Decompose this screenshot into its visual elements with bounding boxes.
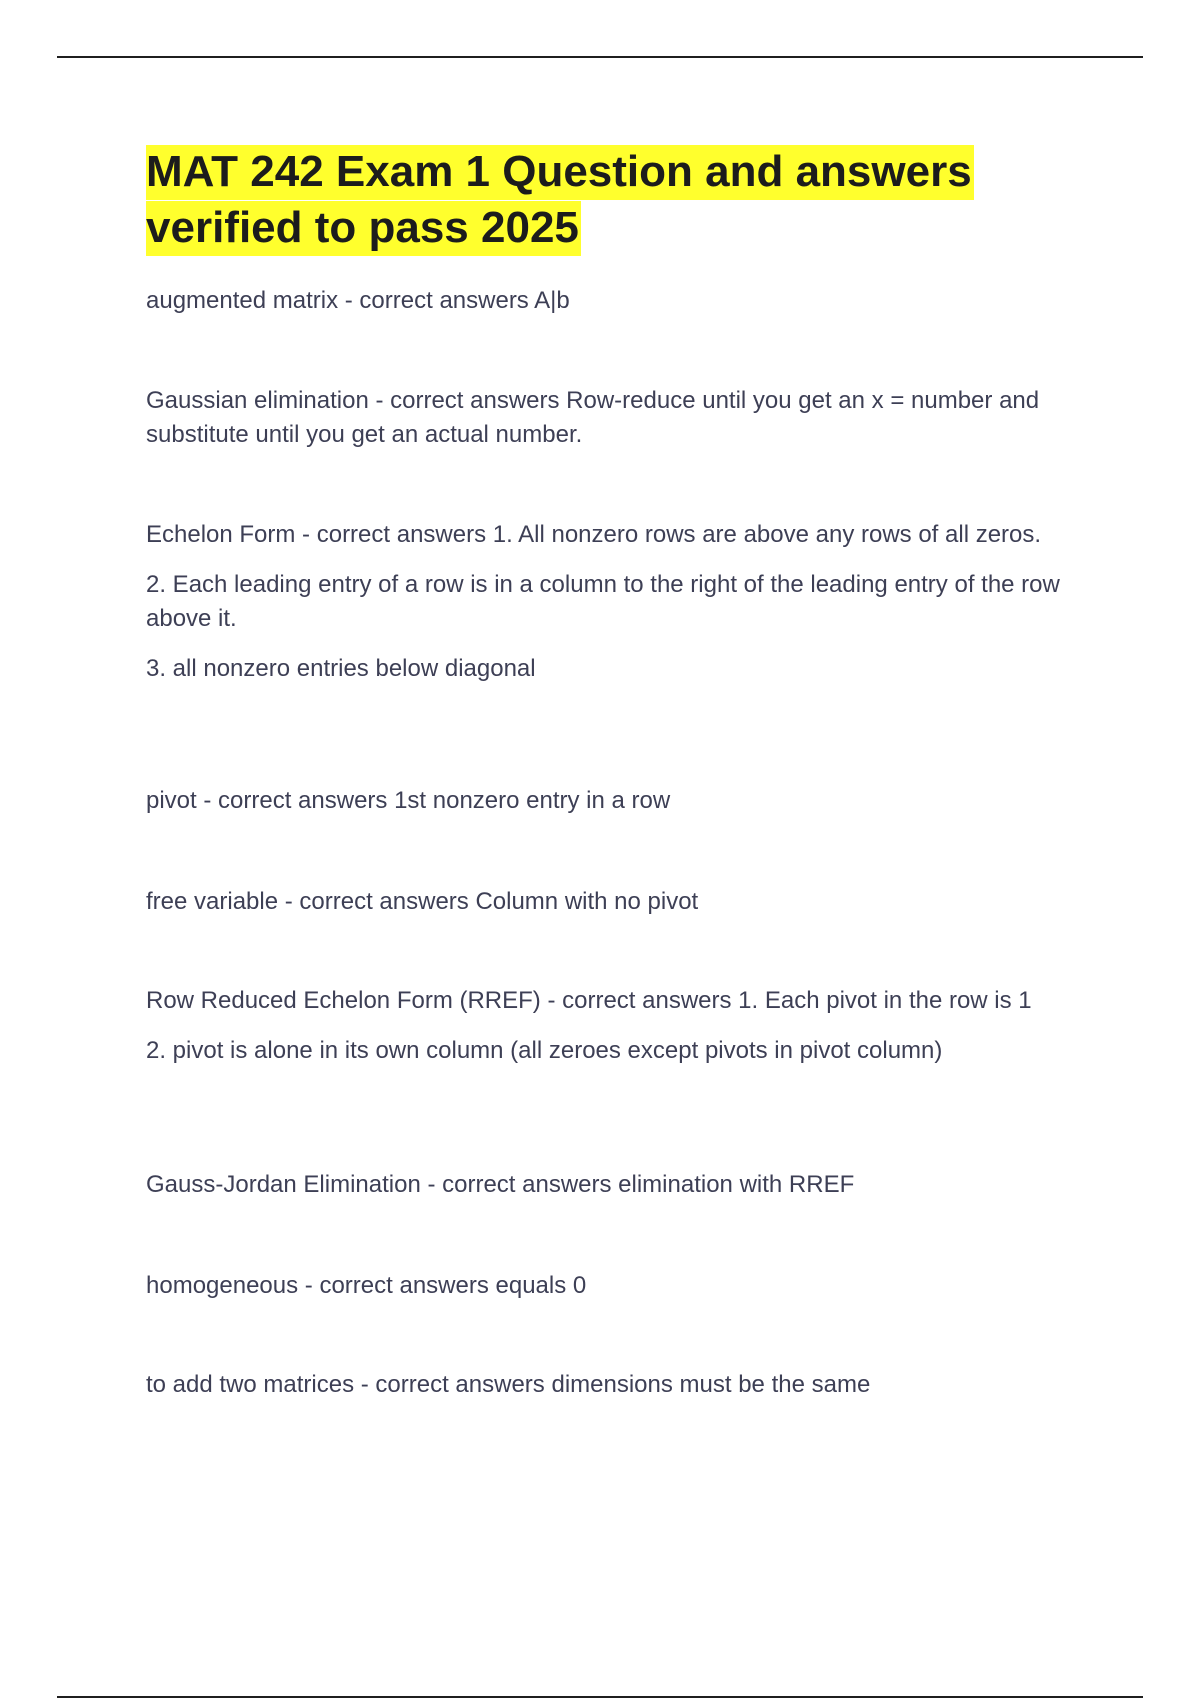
entry-homogeneous	[146, 1269, 1096, 1303]
entry-text: 2. pivot is alone in its own column (all zeroes except pivots in pivot column)	[146, 1037, 943, 1064]
entry-text: augmented matrix - correct answers A|b	[146, 287, 570, 314]
entry-text: Row Reduced Echelon Form (RREF) - correct answers 1. Each pivot in the row is 1	[146, 987, 1032, 1014]
entry-rref	[146, 984, 1096, 1068]
entry-text: 3. all nonzero entries below diagonal	[146, 655, 536, 682]
entry-text: Gaussian elimination - correct answers Row-reduce until you get an x = number and substitute until you get an actual number.	[146, 387, 1040, 448]
entry-pivot	[146, 784, 1096, 818]
entry-text: 2. Each leading entry of a row is in a column to the right of the leading entry of the row above it.	[146, 571, 1060, 632]
document-title	[146, 144, 1096, 256]
entry-text: Echelon Form - correct answers 1. All nonzero rows are above any rows of all zeros.	[146, 521, 1042, 548]
title-line-2: verified to pass 2025	[146, 201, 581, 256]
entry-text: to add two matrices - correct answers dimensions must be the same	[146, 1371, 871, 1398]
document-body	[146, 144, 1096, 1398]
bottom-rule	[57, 1696, 1143, 1698]
entry-text: pivot - correct answers 1st nonzero entry in a row	[146, 787, 671, 814]
entry-echelon-form	[146, 518, 1096, 686]
entry-text: Gauss-Jordan Elimination - correct answers elimination with RREF	[146, 1171, 855, 1198]
entry-add-matrices	[146, 1368, 1096, 1402]
title-line-1: MAT 242 Exam 1 Question and answers	[146, 145, 974, 200]
entry-free-variable	[146, 885, 1096, 919]
top-rule	[57, 56, 1143, 58]
entry-gauss-jordan	[146, 1168, 1096, 1202]
entry-text: free variable - correct answers Column with no pivot	[146, 888, 699, 915]
entry-gaussian-elimination	[146, 384, 1096, 452]
entry-augmented-matrix	[146, 284, 1096, 318]
entry-text: homogeneous - correct answers equals 0	[146, 1272, 587, 1299]
